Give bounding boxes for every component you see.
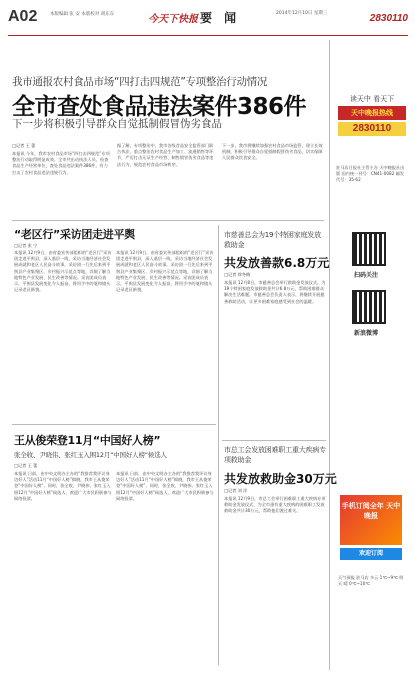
editor-credits: 本版编辑 张 安 本版校对 胡东东	[50, 12, 115, 17]
story3-byline: □记者 徐冬梅	[224, 272, 251, 277]
story2-byline: □记者 张 宁	[14, 243, 38, 248]
qr1-label: 扫码关注	[354, 272, 379, 279]
story4-body-col2: 本报讯 日前，由中央文明办主办的“我推荐我评议身边好人”活动11月“中国好人榜”揭晓，我市王从俊荣登“中国好人榜”。同时，张全收、尹晓伟、张红玉入围12月“中国好人榜”候选人，欢迎广大市民积极参与网络投票。	[116, 471, 214, 501]
weather-forecast: 天气预报 驻马店 多云 1℃~9℃ 明天 晴 0℃~10℃	[338, 575, 404, 586]
qr-code-icon[interactable]	[352, 232, 386, 266]
story3-title: 市慈善总会为19个特困家庭发放救助金	[224, 231, 321, 249]
column-divider	[329, 40, 330, 670]
story4-subtitle: 张全收、尹晓伟、张红玉入围12月“中国好人榜”候选人	[14, 451, 167, 459]
story2-title: “老区行”采访团走进平舆	[14, 228, 135, 241]
masthead	[8, 6, 408, 36]
hotline-phone: 2830110	[338, 122, 406, 136]
story4-body-col1: 本报讯 日前，由中央文明办主办的“我推荐我评议身边好人”活动11月“中国好人榜”揭晓，我市王从俊荣登“中国好人榜”。同时，张全收、尹晓伟、张红玉入围12月“中国好人榜”候选人，欢迎广大市民积极参与网络投票。	[14, 471, 112, 501]
sidebar-motto: 读天中 看天下	[349, 95, 395, 103]
column-divider	[218, 225, 219, 665]
sidebar-masthead	[334, 44, 410, 159]
story4-title: 王从俊荣登11月“中国好人榜”	[14, 434, 161, 447]
lead-subhead: 下一步将积极引导群众自觉抵制假冒伪劣食品	[12, 118, 222, 130]
lead-body-col2: 据了解，专项整治中，我市各级食品安全监管部门联合执法，重点整治农村食品生产加工、流通销售等环节，严厉打击无证生产经营、制售假冒伪劣食品等违法行为，规范农村食品市场秩序。	[117, 143, 214, 167]
qr2-label: 新浪微博	[354, 330, 379, 337]
hotline-banner: 天中晚报热线	[338, 106, 406, 120]
story4-byline: □记者 王 蕾	[14, 463, 38, 468]
story5-body: 本报讯 12月9日，市总工会举行困难职工重大疾病专项救助金发放仪式，为全市患有重大疾病的困难职工发放救助金共计30万元，帮助他们渡过难关。	[224, 496, 326, 514]
lead-byline: □记者 王 蕾	[12, 143, 36, 148]
divider	[222, 440, 326, 441]
page-number: A02	[8, 8, 38, 25]
story5-byline: □记者 刘 洋	[224, 488, 248, 493]
subscription-ad[interactable]: 手机订阅全年 天中晚报	[340, 495, 402, 545]
story2-body-col1: 本报讯 12月9日，由省委宣传部组织的“老区行”采访团走进平舆县，深入基层一线，采访当地经济社会发展成就和老区人民奋斗故事。采访团一行先后来到平舆县产业集聚区、乡村振兴示范点等地，详细了解当地特色产业发展、民生改善等情况。采访团成员表示，平舆县发展变化令人振奋，将用手中的笔和镜头记录老区新貌。	[14, 250, 112, 293]
story5-title: 市总工会发放困难职工重大疾病专项救助金	[224, 446, 326, 464]
subscription-banner[interactable]: 欢迎订阅	[340, 548, 402, 560]
hotline-number: 2830110	[369, 13, 408, 24]
story2-body-col2: 本报讯 12月9日，由省委宣传部组织的“老区行”采访团走进平舆县，深入基层一线，采访当地经济社会发展成就和老区人民奋斗故事。采访团一行先后来到平舆县产业集聚区、乡村振兴示范点等地，详细了解当地特色产业发展、民生改善等情况。采访团成员表示，平舆县发展变化令人振奋，将用手中的笔和镜头记录老区新貌。	[116, 250, 214, 293]
lead-body-col1: 本报讯 今年，我市农村食品市场“四打击四规范”专项整治行动取得明显成效。全市共出动执法人员，检查食品生产经营单位，查处食品违法案件386件，有力打击了农村食品违法违规行为。	[12, 151, 110, 175]
lead-kicker: 我市通报农村食品市场“四打击四规范”专项整治行动情况	[12, 76, 268, 88]
lead-headline: 全市查处食品违法案件386件	[12, 94, 307, 120]
story5-headline: 共发放救助金30万元	[224, 472, 337, 486]
divider	[12, 424, 216, 425]
newspaper-logo: 今天下快报	[148, 14, 198, 25]
divider	[12, 220, 324, 221]
lead-body-col3: 下一步，我市将继续加强农村食品市场监管，建立长效机制，积极引导群众自觉抵制假冒伪劣食品，切实保障人民群众饮食安全。	[222, 143, 323, 161]
story3-body: 本报讯 12月8日，市慈善总会举行救助金发放仪式，为19个特困家庭发放救助金共计6.8万元，帮助困难群众解决生活难题。市慈善总会负责人表示，将继续开展慈善救助活动，让更多困难家庭感受到社会的温暖。	[224, 280, 326, 304]
issue-date: 2014年12月10日 星期三	[276, 11, 328, 16]
section-title: 要 闻	[200, 11, 241, 25]
publisher-info: 驻马店日报社主管主办 天中晚报社出版 国内统一刊号：CN41-0082 邮发代号：35-62	[336, 165, 405, 183]
story3-headline: 共发放善款6.8万元	[224, 256, 330, 270]
qr-code-icon[interactable]	[352, 290, 386, 324]
